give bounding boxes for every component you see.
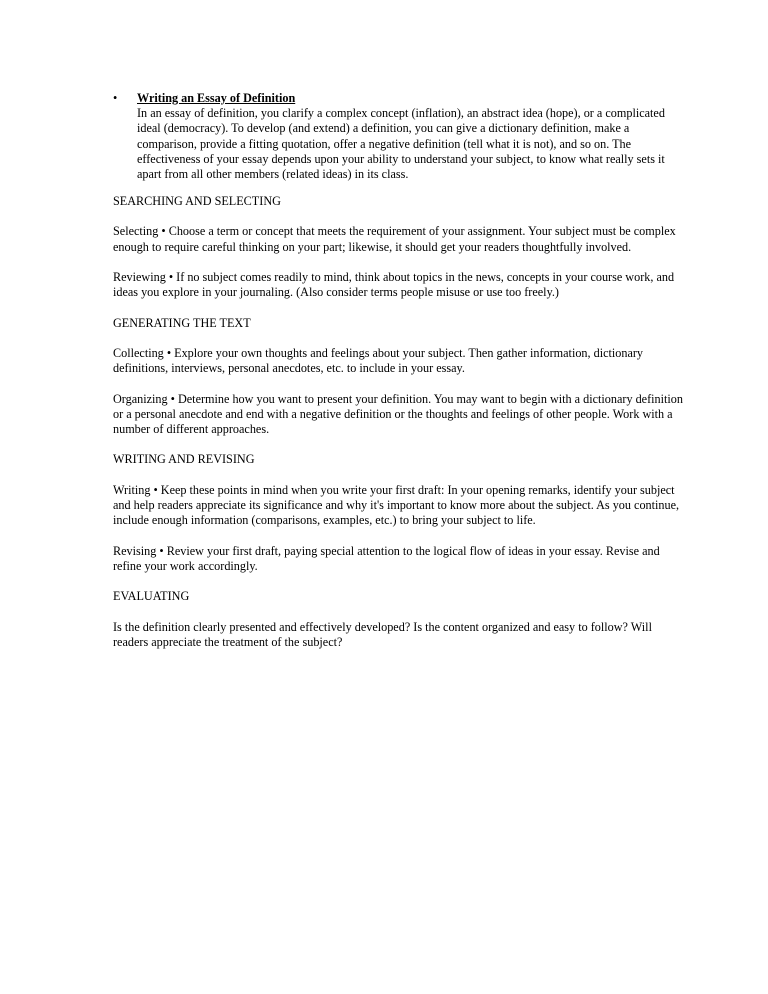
bullet-marker: • (113, 91, 118, 105)
intro-paragraph: In an essay of definition, you clarify a complex concept (inflation), an abstract idea (hope), or a complicated ideal (democracy). To develop (and extend) a definition, you can give a dictionary definition, make a comparison, provide a fitting quotation, offer a negative definition (tell what it is not), and so on. The effectiveness of your essay depends upon your ability to understand your subject, to know what really sets it apart from all other members (related ideas) in its class. (137, 106, 665, 182)
paragraph-revising: Revising • Review your first draft, paying special attention to the logical flow of ideas in your essay. Revise and refine your work accordingly. (113, 543, 660, 573)
document-title: Writing an Essay of Definition (137, 91, 296, 105)
intro-body (137, 91, 683, 182)
paragraph-reviewing: Reviewing • If no subject comes readily to mind, think about topics in the news, concepts in your course work, and ideas you explore in your journaling. (Also consider terms people misuse or use too freely.) (113, 269, 675, 300)
paragraph-evaluating: Is the definition clearly presented and effectively developed? Is the content organized and easy to follow? Will readers appreciate the treatment of the subject? (113, 619, 652, 649)
section-heading-evaluating: EVALUATING (113, 589, 190, 604)
paragraph-selecting: Selecting • Choose a term or concept that meets the requirement of your assignment. Your subject must be complex enough to require careful thinking on your part; likewise, it should get your readers thoughtfully involved. (113, 224, 676, 254)
section-heading-generating: GENERATING THE TEXT (113, 315, 251, 330)
intro-bullet (113, 91, 683, 182)
section-heading-searching: SEARCHING AND SELECTING (113, 194, 281, 208)
paragraph-collecting: Collecting • Explore your own thoughts and feelings about your subject. Then gather information, dictionary definitions, interviews, personal anecdotes, etc. to include in your essay. (113, 345, 644, 376)
paragraph-writing: Writing • Keep these points in mind when you write your first draft: In your opening remarks, identify your subject and help readers appreciate its significance and why it's important to know more about the subject. As you continue, include enough information (comparisons, examples, etc.) to bring your subject to life. (113, 482, 680, 528)
paragraph-organizing: Organizing • Determine how you want to present your definition. You may want to begin with a dictionary definition or a personal anecdote and end with a negative definition or the thoughts and feelings of other people. Work with a number of different approaches. (113, 391, 683, 436)
document-content (113, 194, 683, 665)
section-heading-writing: WRITING AND REVISING (113, 452, 255, 467)
